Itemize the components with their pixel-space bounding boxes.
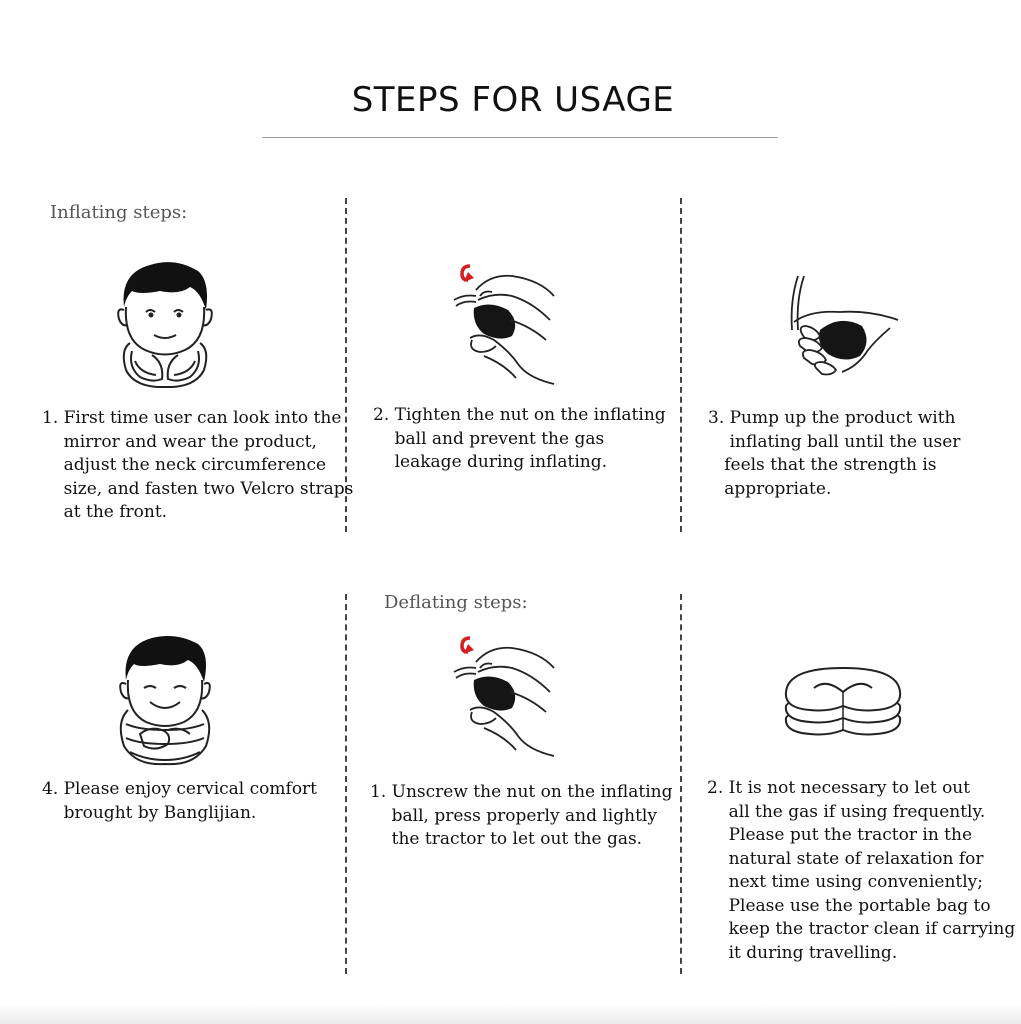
divider-top-right — [680, 198, 682, 532]
boy-wearing-collar-icon — [110, 255, 220, 395]
hand-unscrewing-nut-icon — [450, 632, 560, 762]
deflate-step-2-text: 2. It is not necessary to let out all the gas if using frequently. Please put the tractor in the natural state of relaxation for next time using conveniently; Please use the portable bag to keep the tractor clean if carrying it during travelling. — [707, 778, 1016, 963]
divider-bottom-right — [680, 594, 682, 974]
deflating-steps-label: Deflating steps: — [384, 592, 528, 613]
inflate-step-3-text: 3. Pump up the product with inflating ball until the user feels that the strength is appropriate. — [708, 408, 961, 499]
inflate-step-1-text: 1. First time user can look into the mirror and wear the product, adjust the neck circumference size, and fasten two Velcro straps at the front. — [42, 408, 354, 522]
hand-pumping-ball-icon — [780, 270, 910, 380]
inflate-step-2-text: 2. Tighten the nut on the inflating ball and prevent the gas leakage during inflating. — [373, 405, 666, 472]
inflating-steps-label: Inflating steps: — [50, 202, 188, 223]
bottom-edge — [0, 1004, 1021, 1024]
neck-collar-icon — [780, 664, 906, 738]
inflate-step-4-text: 4. Please enjoy cervical comfort brought by Banglijian. — [42, 779, 318, 823]
page-title: STEPS FOR USAGE — [351, 80, 675, 120]
title-divider — [262, 137, 778, 138]
hand-tightening-nut-icon — [450, 260, 560, 390]
happy-boy-icon — [110, 630, 220, 770]
deflate-step-1-text: 1. Unscrew the nut on the inflating ball, press properly and lightly the tractor to let out the gas. — [370, 782, 673, 849]
divider-bottom-left — [345, 594, 347, 974]
